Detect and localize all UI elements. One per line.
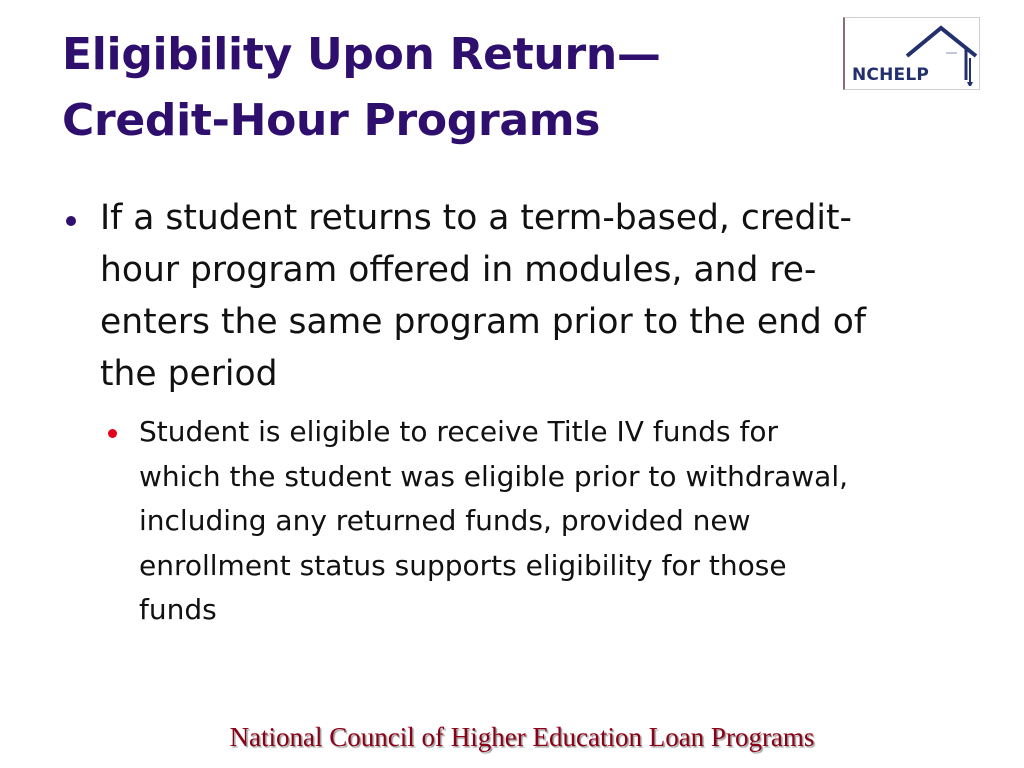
slide-footer: National Council of Higher Education Loan Programs bbox=[229, 722, 815, 752]
bullet-2-line-2: which the student was eligible prior to withdrawal, bbox=[139, 459, 849, 493]
bullet-level-2 bbox=[139, 410, 979, 633]
bullet-dot-level-1 bbox=[66, 216, 76, 226]
bullet-2-line-5: funds bbox=[139, 593, 217, 626]
bullet-1-line-1: If a student returns to a term-based, credit- bbox=[100, 198, 852, 238]
bullet-dot-level-2 bbox=[108, 429, 117, 438]
bullet-1-line-2: hour program offered in modules, and re- bbox=[100, 250, 817, 290]
slide-title-line-2: Credit-Hour Programs bbox=[62, 95, 601, 146]
nchelp-logo bbox=[843, 17, 980, 90]
bullet-level-1 bbox=[100, 192, 960, 400]
bullet-2-line-3: including any returned funds, provided new bbox=[139, 504, 751, 537]
slide-title-line-1: Eligibility Upon Return— bbox=[62, 29, 661, 80]
slide-title bbox=[62, 22, 822, 154]
logo-text: NCHELP bbox=[852, 65, 930, 85]
bullet-2-line-1: Student is eligible to receive Title IV funds for bbox=[139, 415, 778, 448]
bullet-1-line-4: the period bbox=[100, 354, 278, 394]
bullet-2-line-4: enrollment status supports eligibility for those bbox=[139, 548, 787, 582]
bullet-1-line-3: enters the same program prior to the end of bbox=[100, 302, 867, 342]
